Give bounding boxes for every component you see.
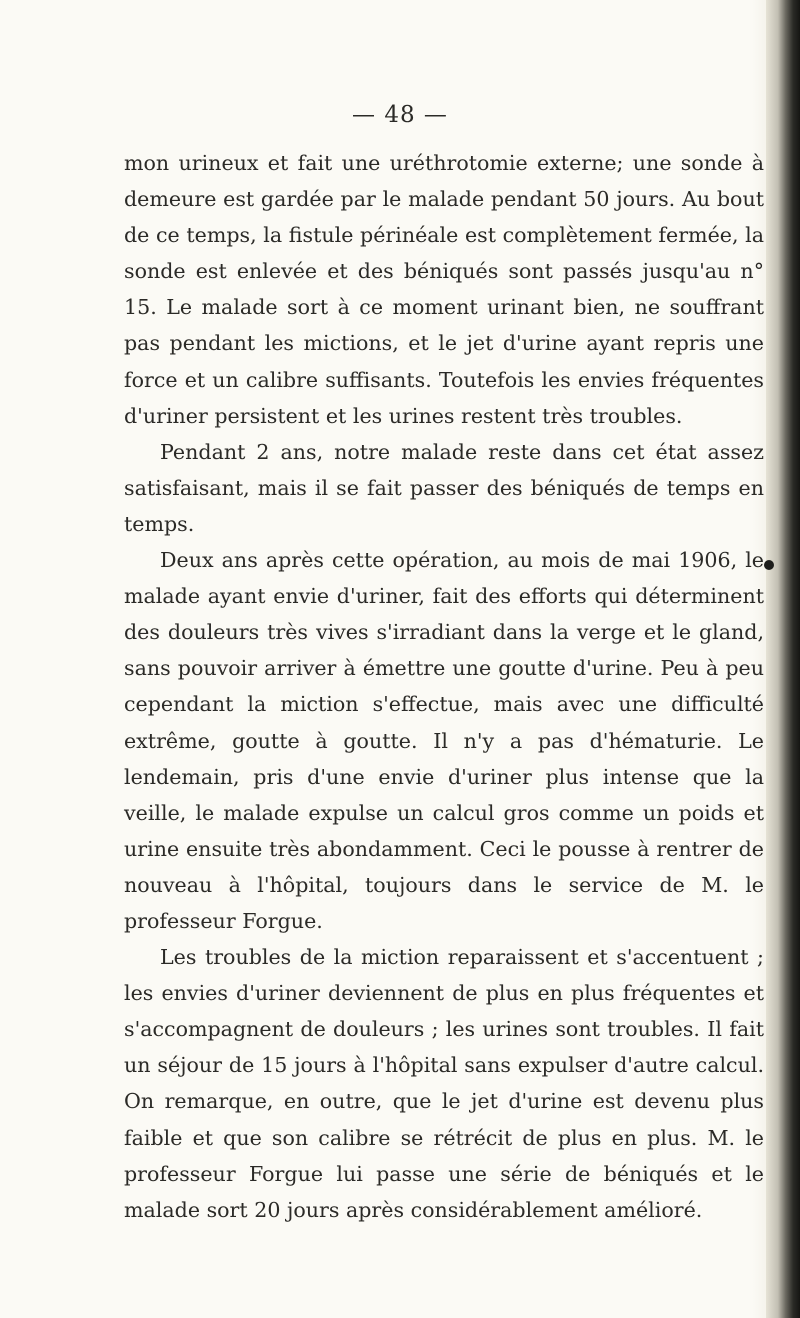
page-edge-shadow (766, 0, 800, 1318)
paragraph-3: Deux ans après cette opération, au mois de mai 1906, le malade ayant envie d'uriner, fait des efforts qui déterminent des douleurs très vives s'irradiant dans la verge et le gland, sans pouvoir arriver à émettre une goutte d'urine. Peu à peu cependant la miction s'effectue, mais avec une difficulté extrême, goutte à goutte. Il n'y a pas d'hématurie. Le lendemain, pris d'une envie d'uriner plus intense que la veille, le malade expulse un calcul gros comme un poids et urine ensuite très abondamment. Ceci le pousse à rentrer de nouveau à l'hôpital, toujours dans le service de M. le professeur Forgue. (124, 548, 764, 933)
paragraph-2: Pendant 2 ans, notre malade reste dans cet état assez satisfaisant, mais il se fait passer des béniqués de temps en temps. (124, 439, 764, 536)
binding-hole-mark (764, 560, 774, 570)
page-number: — 48 — (352, 102, 448, 128)
paragraph-1: mon urineux et fait une uréthrotomie externe; une sonde à demeure est gardée par le malade pendant 50 jours. Au bout de ce temps, la fistule périnéale est complètement fermée, la sonde est enlevée et des béniqués sont passés jusqu'au n° 15. Le malade sort à ce moment urinant bien, ne souffrant pas pendant les mictions, et le jet d'urine ayant repris une force et un calibre suffisants. Toutefois les envies fréquentes d'uriner persistent et les urines restent très troubles. (124, 151, 764, 428)
body-text (124, 145, 764, 1228)
paragraph-4: Les troubles de la miction reparaissent et s'accentuent ; les envies d'uriner deviennent de plus en plus fréquentes et s'accompagnent de douleurs ; les urines sont troubles. Il fait un séjour de 15 jours à l'hôpital sans expulser d'autre calcul. On remarque, en outre, que le jet d'urine est devenu plus faible et que son calibre se rétrécit de plus en plus. M. le professeur Forgue lui passe une série de béniqués et le malade sort 20 jours après considérablement amélioré. (124, 945, 764, 1222)
